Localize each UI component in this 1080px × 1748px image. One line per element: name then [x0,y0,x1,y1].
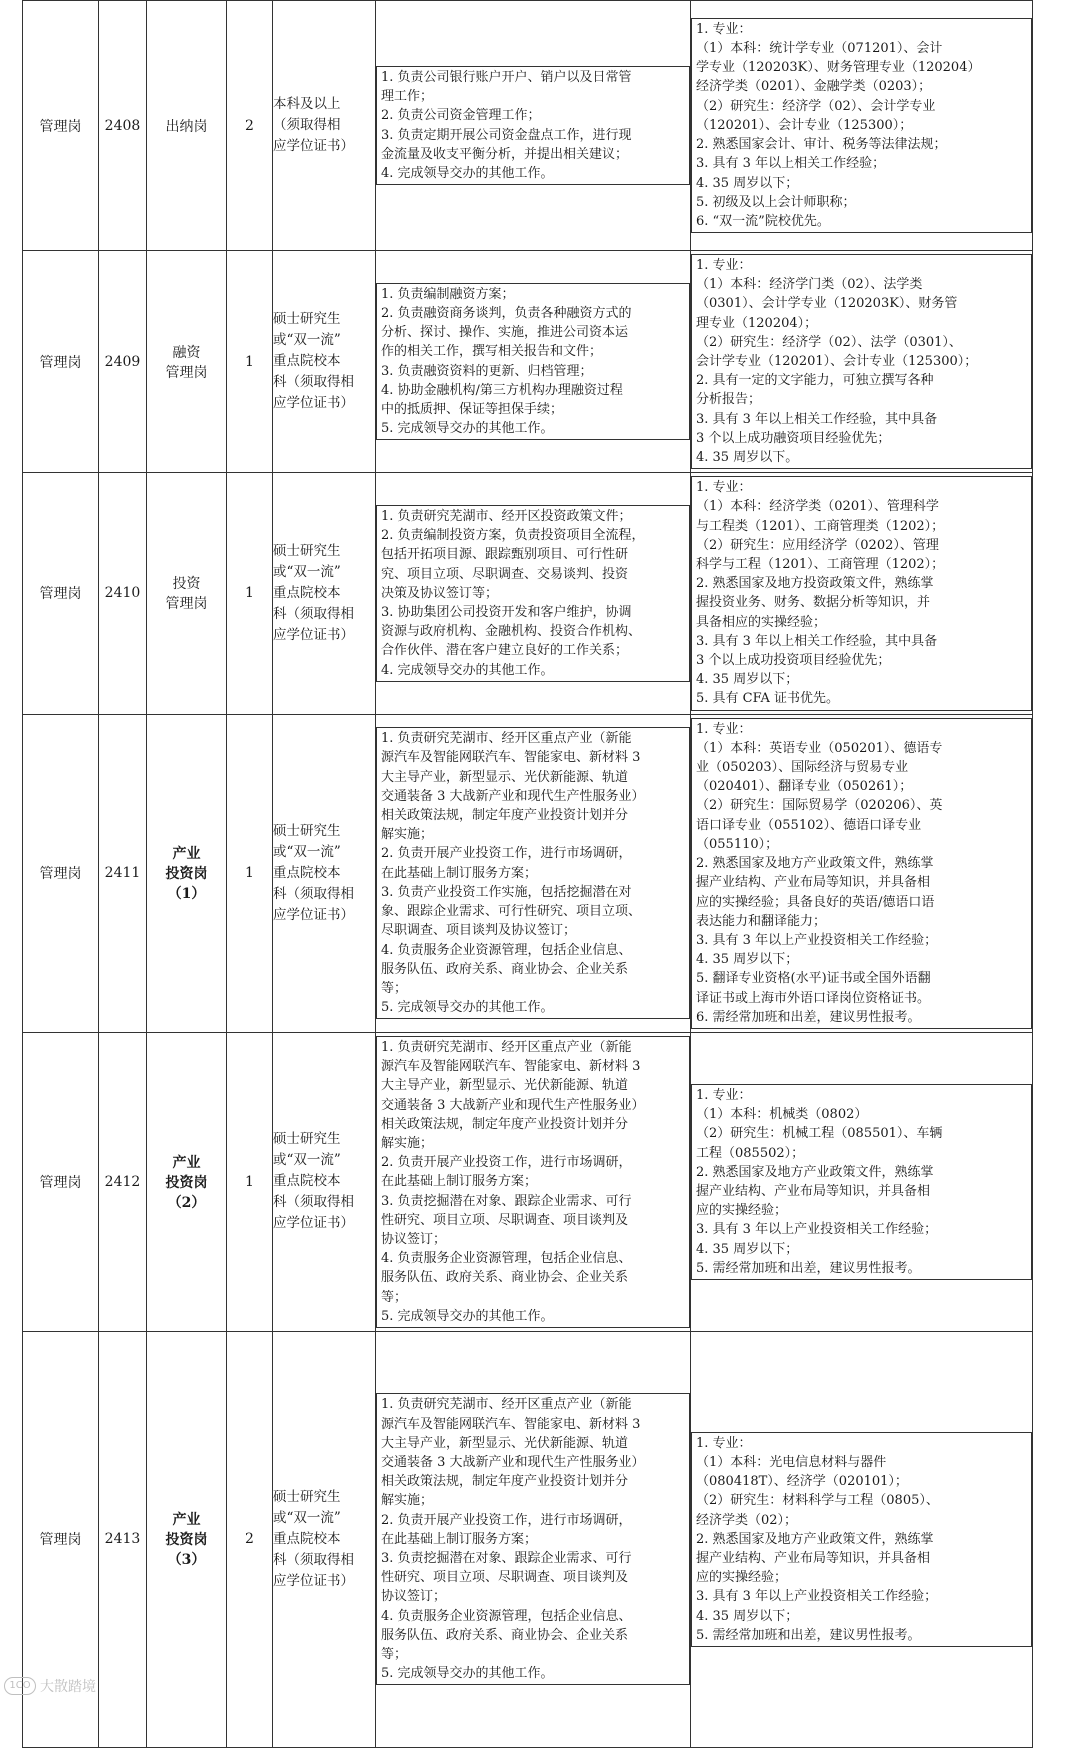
requirement-line: 与工程类（1201）、工商管理类（1202）； [696,518,945,534]
job-duties [376,1331,691,1747]
education-line: 或“双一流” [273,843,341,860]
education-requirement [273,1,376,251]
education-line: 应学位证书） [273,626,354,643]
requirement-line: 2. 熟悉国家会计、审计、税务等法律法规； [696,137,947,153]
job-title [147,1032,227,1331]
duty-line: 尽职调查、项目谈判及协议签订； [381,923,577,939]
job-category [23,251,99,473]
job-code [99,1331,147,1747]
duty-line: 性研究、项目立项、尽职调查、项目谈判及 [381,1212,629,1228]
requirement-line: （2）研究生：经济学（02）、法学（0301）、 [696,334,962,350]
education-line: 硕士研究生 [273,542,341,559]
requirement-line: （0301）、会计学专业（120203K）、财务管 [696,296,958,312]
duty-line: 分析、探讨、操作、实施，推进公司资本运 [381,325,629,341]
requirement-line: 1. 专业： [696,1087,752,1103]
education-requirement [273,714,376,1032]
education-line: 科（须取得相 [273,1194,354,1211]
requirement-line: 科学与工程（1201）、工商管理（1202）； [696,557,945,573]
education-line: 应学位证书） [273,906,354,923]
job-title-line: 管理岗 [165,364,208,381]
job-row [23,714,1033,1032]
hire-count [227,1,273,251]
job-duties [376,473,691,714]
education-line: 硕士研究生 [273,1131,341,1148]
hire-count [227,473,273,714]
requirement-line: 握投资业务、财务、数据分析等知识，并 [696,595,931,611]
requirement-line: （080418T）、经济学（020101）； [696,1474,908,1490]
duty-line: 性研究、项目立项、尽职调查、项目谈判及 [381,1570,629,1586]
requirement-line: 3. 具有 3 年以上相关工作经验，其中具备 [696,411,938,427]
duty-line: 2. 负责开展产业投资工作，进行市场调研， [381,1512,632,1528]
job-duties [376,1,691,251]
requirement-line: 2. 熟悉国家及地方产业政策文件，熟练掌 [696,1164,934,1180]
requirement-line: （2）研究生：材料科学与工程（0805）、 [696,1493,939,1509]
duties-box [376,283,690,441]
requirement-line: 理专业（120204）； [696,315,818,331]
duty-line: 决策及协议签订等； [381,585,499,601]
job-code-text: 2409 [104,353,141,370]
education-line: 本科及以上 [273,96,341,112]
duty-line: 1. 负责研究芜湖市、经开区重点产业（新能 [381,1039,632,1055]
job-code-text: 2411 [104,865,141,882]
duty-line: 2. 负责融资商务谈判，负责各种融资方式的 [381,306,632,321]
requirement-line: 1. 专业： [696,1435,752,1451]
requirement-line: 3 个以上成功投资项目经验优先； [696,653,891,669]
job-title [147,251,227,473]
requirement-line: 握产业结构、产业布局等知识，并具备相 [696,1183,931,1199]
requirement-line: 6. “双一流”院校优先。 [696,213,830,229]
requirement-line: 1. 专业： [696,258,752,273]
duty-line: 3. 负责定期开展公司资金盘点工作，进行现 [381,127,632,143]
requirement-line: （2）研究生：机械工程（085501）、车辆 [696,1126,943,1142]
duties-box [376,1393,690,1685]
job-row [23,1331,1033,1747]
requirement-line: 译证书或上海市外语口译岗位资格证书。 [696,990,931,1006]
duty-line: 交通装备 3 大战新产业和现代生产性服务业） [381,1097,645,1113]
hire-count-text: 1 [245,353,254,370]
job-category [23,714,99,1032]
duty-line: 相关政策法规，制定年度产业投资计划并分 [381,808,629,824]
duty-line: 交通装备 3 大战新产业和现代生产性服务业） [381,1455,645,1471]
duty-line: 解实施； [381,1135,434,1151]
duty-line: 资源与政府机构、金融机构、投资合作机构、 [381,624,642,640]
job-code [99,251,147,473]
duty-line: 源汽车及智能网联汽车、智能家电、新材料 3 [381,1059,641,1075]
job-title-line: 投资岗 [165,1174,208,1191]
education-requirement [273,1331,376,1747]
job-category-text: 管理岗 [39,586,82,603]
duty-line: 大主导产业，新型显示、光伏新能源、轨道 [381,1435,629,1451]
hire-count-text: 1 [245,585,254,602]
duty-line: 4. 完成领导交办的其他工作。 [381,662,554,678]
duty-line: 1. 负责编制融资方案； [381,286,515,302]
education-line: 科（须取得相 [273,885,354,902]
education-line: 或“双一流” [273,332,341,349]
requirement-line: （020401）、翻译专业（050261）； [696,779,913,795]
duty-line: 源汽车及智能网联汽车、智能家电、新材料 3 [381,750,641,766]
education-requirement [273,1032,376,1331]
requirement-line: （1）本科：经济学门类（02）、法学类 [696,277,923,293]
duty-line: 包括开拓项目源、跟踪甄别项目、可行性研 [381,547,629,563]
education-line: 科（须取得相 [273,605,354,622]
education-line: 硕士研究生 [273,822,341,839]
job-title-line: （1） [167,886,206,903]
job-category-text: 管理岗 [39,866,82,883]
education-line: 科（须取得相 [273,374,354,391]
hire-count [227,1032,273,1331]
job-title-line: 管理岗 [165,596,208,613]
education-requirement [273,473,376,714]
job-requirements [691,1,1033,251]
requirement-line: 应的实操经验； [696,1570,788,1586]
duty-line: 相关政策法规，制定年度产业投资计划并分 [381,1474,629,1490]
duties-box [376,505,690,682]
education-line: 科（须取得相 [273,1551,354,1568]
job-category [23,1032,99,1331]
duty-line: 解实施； [381,1493,434,1509]
duty-line: 5. 完成领导交办的其他工作。 [381,1666,554,1682]
job-row [23,1032,1033,1331]
job-code-text: 2410 [104,585,141,602]
requirement-line: （2）研究生：经济学（02）、会计学专业 [696,98,936,114]
duty-line: 金流量及收支平衡分析，并提出相关建议； [381,146,629,162]
watermark-logo-icon: 1CO [4,1677,36,1695]
requirement-line: （1）本科：统计学专业（071201）、会计 [696,41,943,57]
requirement-line: 业（050203）、国际经济与贸易专业 [696,760,909,776]
duty-line: 服务队伍、政府关系、商业协会、企业关系 [381,1627,629,1643]
requirement-line: 握产业结构、产业布局等知识，并具备相 [696,875,931,891]
duty-line: 大主导产业，新型显示、光伏新能源、轨道 [381,1078,629,1094]
job-requirements [691,473,1033,714]
duty-line: 大主导产业，新型显示、光伏新能源、轨道 [381,769,629,785]
education-line: 硕士研究生 [273,1488,341,1505]
requirements-box [691,1084,1032,1280]
job-duties [376,251,691,473]
requirement-line: 3 个以上成功融资项目经验优先； [696,430,891,446]
requirement-line: （2）研究生：应用经济学（0202）、管理 [696,537,939,553]
duty-line: 服务队伍、政府关系、商业协会、企业关系 [381,961,629,977]
requirement-line: 具备相应的实操经验； [696,614,827,630]
requirement-line: 5. 具有 CFA 证书优先。 [696,691,840,707]
requirements-box [691,1432,1032,1647]
job-title [147,1,227,251]
hire-count-text: 2 [245,1531,254,1548]
job-code [99,714,147,1032]
requirement-line: 3. 具有 3 年以上产业投资相关工作经验； [696,1589,938,1605]
duties-box [376,727,690,1019]
duty-line: 等； [381,1289,408,1305]
hire-count-text: 1 [245,1173,254,1190]
duty-line: 交通装备 3 大战新产业和现代生产性服务业） [381,788,645,804]
requirement-line: 1. 专业： [696,721,752,737]
hire-count [227,251,273,473]
education-line: 重点院校本 [273,353,341,370]
job-title-line: 投资岗 [165,1532,208,1549]
job-title-line: 产业 [172,1154,201,1171]
job-requirements [691,1032,1033,1331]
duty-line: 合作伙伴、潜在客户建立良好的工作关系； [381,643,629,659]
hire-count [227,714,273,1032]
duty-line: 象、跟踪企业需求、可行性研究、项目立项、 [381,904,642,920]
education-line: 或“双一流” [273,563,341,580]
requirement-line: （1）本科：经济学类（0201）、管理科学 [696,499,939,515]
duty-line: 5. 完成领导交办的其他工作。 [381,1000,554,1016]
education-line: 重点院校本 [273,1530,341,1547]
requirement-line: （2）研究生：国际贸易学（020206）、英 [696,798,943,814]
requirement-line: 6. 需经常加班和出差，建议男性报考。 [696,1009,921,1025]
job-category-text: 管理岗 [39,354,82,371]
requirement-line: 4. 35 周岁以下； [696,952,799,968]
duty-line: 3. 负责融资资料的更新、归档管理； [381,363,593,379]
requirement-line: 5. 初级及以上会计师职称； [696,194,856,210]
hire-count [227,1331,273,1747]
job-title [147,1331,227,1747]
education-line: 应学位证书） [273,395,354,412]
requirement-line: 表达能力和翻译能力； [696,913,827,929]
requirement-line: 经济学类（0201）、金融学类（0203）； [696,79,932,95]
requirement-line: 3. 具有 3 年以上产业投资相关工作经验； [696,932,938,948]
job-title-line: 产业 [172,1512,201,1529]
requirement-line: 4. 35 周岁以下。 [696,450,799,466]
requirement-line: 5. 需经常加班和出差，建议男性报考。 [696,1627,921,1643]
requirement-line: （055110）； [696,836,779,852]
job-category-text: 管理岗 [39,1174,82,1191]
requirement-line: （1）本科：光电信息材料与器件 [696,1455,887,1471]
requirement-line: 2. 熟悉国家及地方产业政策文件，熟练掌 [696,856,934,872]
hire-count-text: 1 [245,865,254,882]
requirement-line: 会计学专业（120201）、会计专业（125300）； [696,354,978,370]
requirement-line: 3. 具有 3 年以上相关工作经验，其中具备 [696,633,938,649]
duty-line: 4. 完成领导交办的其他工作。 [381,165,554,181]
job-title-line: 投资岗 [165,866,208,883]
education-line: 重点院校本 [273,584,341,601]
duty-line: 2. 负责公司资金管理工作； [381,108,541,124]
requirements-box [691,254,1032,469]
education-line: 或“双一流” [273,1152,341,1169]
requirement-line: 2. 熟悉国家及地方产业政策文件，熟练掌 [696,1531,934,1547]
duty-line: 1. 负责公司银行账户开户、销户以及日常管 [381,69,632,85]
job-table [22,0,1033,1748]
duty-line: 在此基础上制订服务方案； [381,1174,538,1190]
duties-box [376,66,690,185]
job-row [23,473,1033,714]
duty-line: 协议签订； [381,1589,447,1605]
duty-line: 4. 负责服务企业资源管理，包括企业信息、 [381,1251,632,1267]
requirement-line: 2. 熟悉国家及地方投资政策文件，熟练掌 [696,576,934,592]
requirement-line: 分析报告； [696,392,762,408]
job-category [23,473,99,714]
requirement-line: 4. 35 周岁以下； [696,175,799,191]
requirement-line: 握产业结构、产业布局等知识，并具备相 [696,1551,931,1567]
job-row [23,251,1033,473]
duty-line: 4. 协助金融机构/第三方机构办理融资过程 [381,382,623,398]
education-line: 应学位证书） [273,1215,354,1232]
job-code-text: 2408 [104,117,141,134]
requirements-box [691,18,1032,233]
job-category [23,1,99,251]
job-code [99,1,147,251]
requirement-line: 5. 翻译专业资格(水平)证书或全国外语翻 [696,971,931,987]
duty-line: 3. 负责挖掘潜在对象、跟踪企业需求、可行 [381,1551,632,1567]
requirement-line: 1. 专业： [696,21,752,37]
requirement-line: （1）本科：英语专业（050201）、德语专 [696,740,943,756]
duty-line: 3. 协助集团公司投资开发和客户维护，协调 [381,605,632,621]
requirement-line: 4. 35 周岁以下； [696,672,799,688]
requirement-line: 应的实操经验；具备良好的英语/德语口语 [696,894,935,910]
job-code-text: 2412 [104,1173,141,1190]
job-title [147,473,227,714]
job-duties [376,1032,691,1331]
job-title-line: 出纳岗 [165,118,208,135]
education-line: 应学位证书） [273,138,354,154]
duty-line: 中的抵质押、保证等担保手续； [381,402,564,418]
duty-line: 1. 负责研究芜湖市、经开区重点产业（新能 [381,731,632,747]
job-requirements [691,251,1033,473]
requirement-line: 应的实操经验； [696,1203,788,1219]
job-category-text: 管理岗 [39,118,82,135]
duty-line: 2. 负责开展产业投资工作，进行市场调研， [381,846,632,862]
education-requirement [273,251,376,473]
duty-line: 究、项目立项、尽职调查、交易谈判、投资 [381,566,629,582]
duty-line: 1. 负责研究芜湖市、经开区投资政策文件； [381,509,632,525]
requirement-line: 工程（085502）； [696,1145,805,1161]
requirement-line: 学专业（120203K）、财务管理专业（120204） [696,60,981,76]
duty-line: 在此基础上制订服务方案； [381,1531,538,1547]
duty-line: 协议签订； [381,1231,447,1247]
duty-line: 2. 负责开展产业投资工作，进行市场调研， [381,1155,632,1171]
job-row [23,1,1033,251]
duty-line: 解实施； [381,827,434,843]
job-category-text: 管理岗 [39,1532,82,1549]
job-title-line: 融资 [172,344,201,361]
requirement-line: 4. 35 周岁以下； [696,1241,799,1257]
job-code [99,473,147,714]
education-line: 重点院校本 [273,864,341,881]
requirement-line: 语口译专业（055102）、德语口译专业 [696,817,922,833]
requirement-line: （120201）、会计专业（125300）； [696,117,913,133]
job-title-line: 产业 [172,846,201,863]
education-line: （须取得相 [273,117,341,133]
requirements-box [691,718,1032,1029]
duty-line: 5. 完成领导交办的其他工作。 [381,421,554,437]
duty-line: 5. 完成领导交办的其他工作。 [381,1308,554,1324]
watermark-text: 大散踏境 [40,1679,96,1695]
requirement-line: 经济学类（02）； [696,1512,798,1528]
job-title [147,714,227,1032]
duty-line: 源汽车及智能网联汽车、智能家电、新材料 3 [381,1416,641,1432]
requirements-box [691,476,1032,710]
requirement-line: 4. 35 周岁以下； [696,1608,799,1624]
job-title-line: （3） [167,1552,206,1569]
duty-line: 1. 负责研究芜湖市、经开区重点产业（新能 [381,1397,632,1413]
duty-line: 作的相关工作，撰写相关报告和文件； [381,344,603,360]
duty-line: 理工作； [381,89,434,105]
job-requirements [691,714,1033,1032]
education-line: 硕士研究生 [273,311,341,328]
job-requirements [691,1331,1033,1747]
hire-count-text: 2 [245,117,254,134]
requirement-line: （1）本科：机械类（0802） [696,1107,868,1123]
education-line: 或“双一流” [273,1509,341,1526]
job-code-text: 2413 [104,1531,141,1548]
job-title-line: 投资 [172,576,201,593]
education-line: 应学位证书） [273,1572,354,1589]
requirement-line: 3. 具有 3 年以上相关工作经验； [696,156,886,172]
duty-line: 3. 负责产业投资工作实施，包括挖掘潜在对 [381,884,632,900]
duty-line: 等； [381,980,408,996]
duty-line: 4. 负责服务企业资源管理，包括企业信息、 [381,942,632,958]
duty-line: 3. 负责挖掘潜在对象、跟踪企业需求、可行 [381,1193,632,1209]
job-code [99,1032,147,1331]
education-line: 重点院校本 [273,1173,341,1190]
duties-box [376,1036,690,1328]
job-title-line: （2） [167,1194,206,1211]
duty-line: 等； [381,1647,408,1663]
duty-line: 2. 负责编制投资方案，负责投资项目全流程， [381,528,645,544]
duty-line: 服务队伍、政府关系、商业协会、企业关系 [381,1270,629,1286]
requirement-line: 3. 具有 3 年以上产业投资相关工作经验； [696,1222,938,1238]
watermark [4,1676,96,1696]
job-duties [376,714,691,1032]
duty-line: 相关政策法规，制定年度产业投资计划并分 [381,1116,629,1132]
duty-line: 4. 负责服务企业资源管理，包括企业信息、 [381,1608,632,1624]
requirement-line: 2. 具有一定的文字能力，可独立撰写各种 [696,373,934,389]
requirement-line: 5. 需经常加班和出差，建议男性报考。 [696,1260,921,1276]
requirement-line: 1. 专业： [696,480,752,496]
duty-line: 在此基础上制订服务方案； [381,865,538,881]
